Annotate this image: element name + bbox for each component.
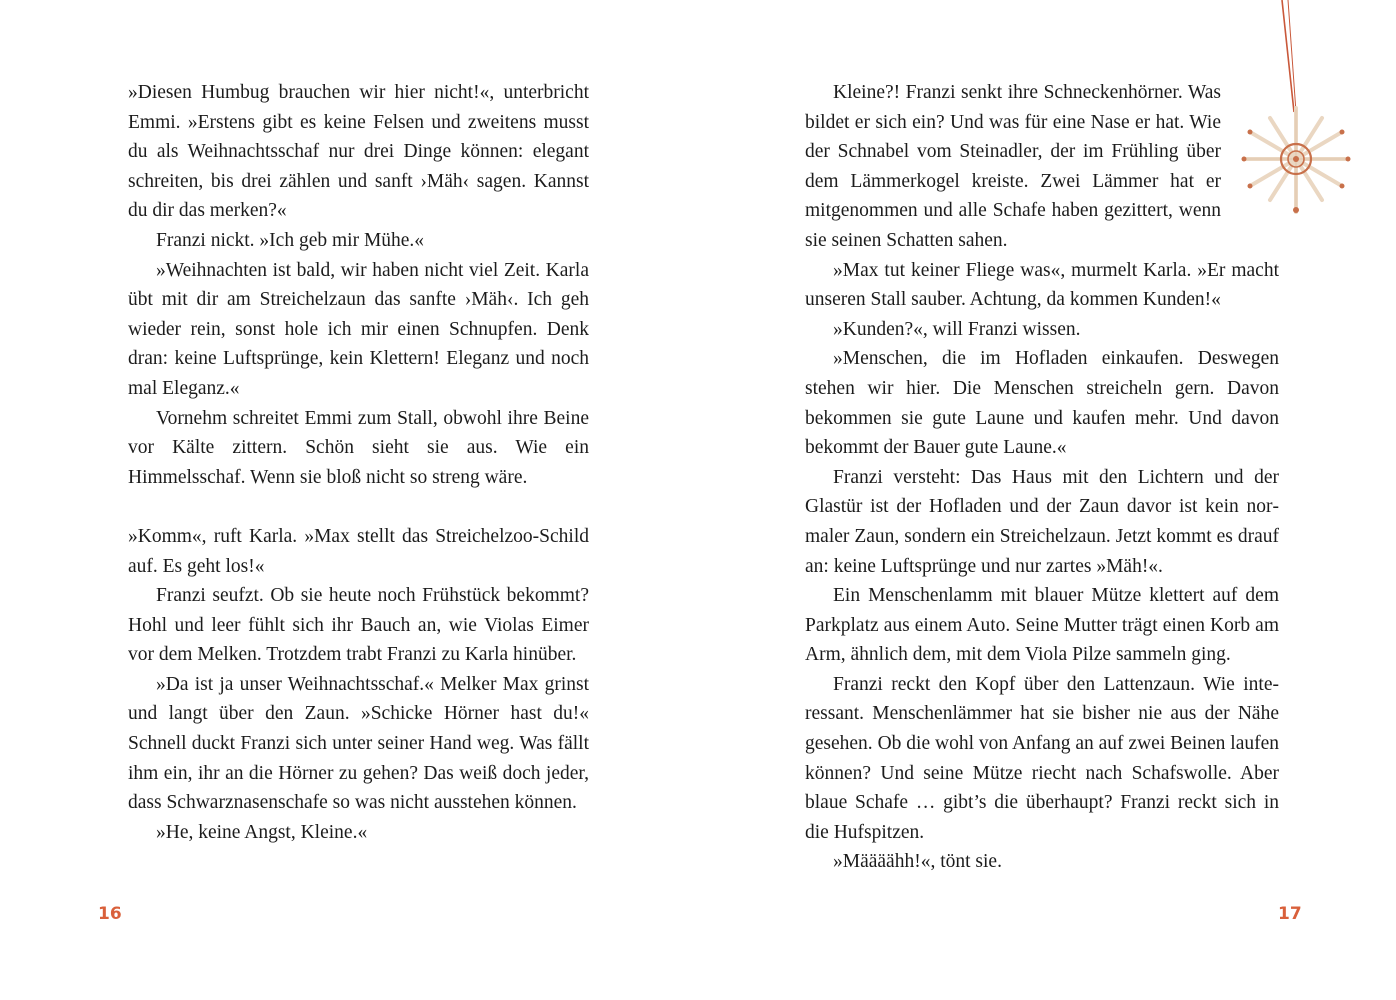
paragraph: »Menschen, die im Hofladen einkaufen. Deswegen stehen wir hier. Die Menschen streicheln gern. Davon bekommen sie gute Laune und kaufen mehr. Und davon bekommt der Bauer gute Laune.« — [805, 348, 1279, 459]
paragraph: »Määäähh!«, tönt sie. — [833, 851, 1002, 873]
paragraph: »Komm«, ruft Karla. »Max stellt das Streichelzoo-Schild auf. Es geht los!« — [128, 525, 589, 577]
page-number: 16 — [98, 904, 122, 924]
paragraph: »Diesen Humbug brauchen wir hier nicht!«, unterbricht Emmi. »Erstens gibt es keine Felsen und zweitens musst du als Weihnachtsschaf nur drei Dinge können: elegant schreiten, bis drei zählen und sanft ›Mäh‹ sagen. Kannst du dir das merken?« — [128, 82, 589, 222]
left-page-text — [128, 78, 589, 847]
paragraph: Franzi nickt. »Ich geb mir Mühe.« — [156, 229, 425, 251]
paragraph: »Weihnachten ist bald, wir haben nicht viel Zeit. Karla übt mit dir am Streichelzaun das sanfte ›Mäh‹. Ich geh wieder rein, sonst hole ich mir einen Schnupfen. Denk dran: keine Luftsprünge, kein Klettern! Eleganz und noch mal Eleganz.« — [128, 259, 589, 399]
paragraph: Kleine?! Franzi senkt ihre Schneckenhörner. Was bildet er sich ein? Und was für eine Nase er hat. Wie der Schnabel vom Steinadler, der im Frühling über dem Lämmerkogel kreiste. Zwei Lämmer hat er mitgenommen und alle Schafe haben gezittert, wenn sie seinen Schatten sahen. — [805, 82, 1221, 251]
paragraph: Franzi reckt den Kopf über den Lattenzaun. Wie interessant. Menschenlämmer hat sie bisher nie aus der Nähe gesehen. Ob die wohl von Anfang an auf zwei Beinen laufen können? Und seine Mütze riecht nach Schafswolle. Aber blaue Schafe … gibt’s die überhaupt? Franzi reckt sich in die Hufspitzen. — [805, 673, 1279, 843]
right-page-text — [805, 78, 1279, 877]
paragraph: Franzi versteht: Das Haus mit den Lichtern und der Glastür ist der Hofladen und der Zaun davor ist kein normaler Zaun, sondern ein Streichelzaun. Jetzt kommt es drauf an: keine Luftsprünge und nur zartes »Mäh!«. — [805, 466, 1279, 577]
paragraph: »Kunden?«, will Franzi wissen. — [833, 318, 1081, 340]
section-break — [128, 492, 589, 522]
paragraph: Ein Menschenlamm mit blauer Mütze klettert auf dem Parkplatz aus einem Auto. Seine Mutter trägt einen Korb am Arm, ähnlich dem, mit dem Viola Pilze sammeln ging. — [805, 585, 1279, 666]
page-number: 17 — [1278, 904, 1302, 924]
paragraph: »Da ist ja unser Weihnachtsschaf.« Melker Max grinst und langt über den Zaun. »Schicke Hörner hast du!« Schnell duckt Franzi sich unter seiner Hand weg. Was fällt ihm ein, ihr an die Hörner zu gehen? Das weiß doch jeder, dass Schwarznasenschafe so was nicht ausstehen können. — [128, 673, 589, 814]
paragraph: »Max tut keiner Fliege was«, murmelt Karla. »Er macht unseren Stall sauber. Achtung, da kommen Kunden!« — [805, 259, 1279, 311]
paragraph: Franzi seufzt. Ob sie heute noch Frühstück bekommt? Hohl und leer fühlt sich ihr Bauch an, wie Violas Eimer vor dem Melken. Trotzdem trabt Franzi zu Karla hinüber. — [128, 585, 589, 666]
paragraph: Vornehm schreitet Emmi zum Stall, obwohl ihre Beine vor Kälte zittern. Schön sieht sie aus. Wie ein Himmelsschaf. Wenn sie bloß nicht so streng wäre. — [128, 407, 589, 488]
straw-star-ornament-icon — [1230, 0, 1360, 225]
paragraph: »He, keine Angst, Kleine.« — [156, 821, 368, 843]
